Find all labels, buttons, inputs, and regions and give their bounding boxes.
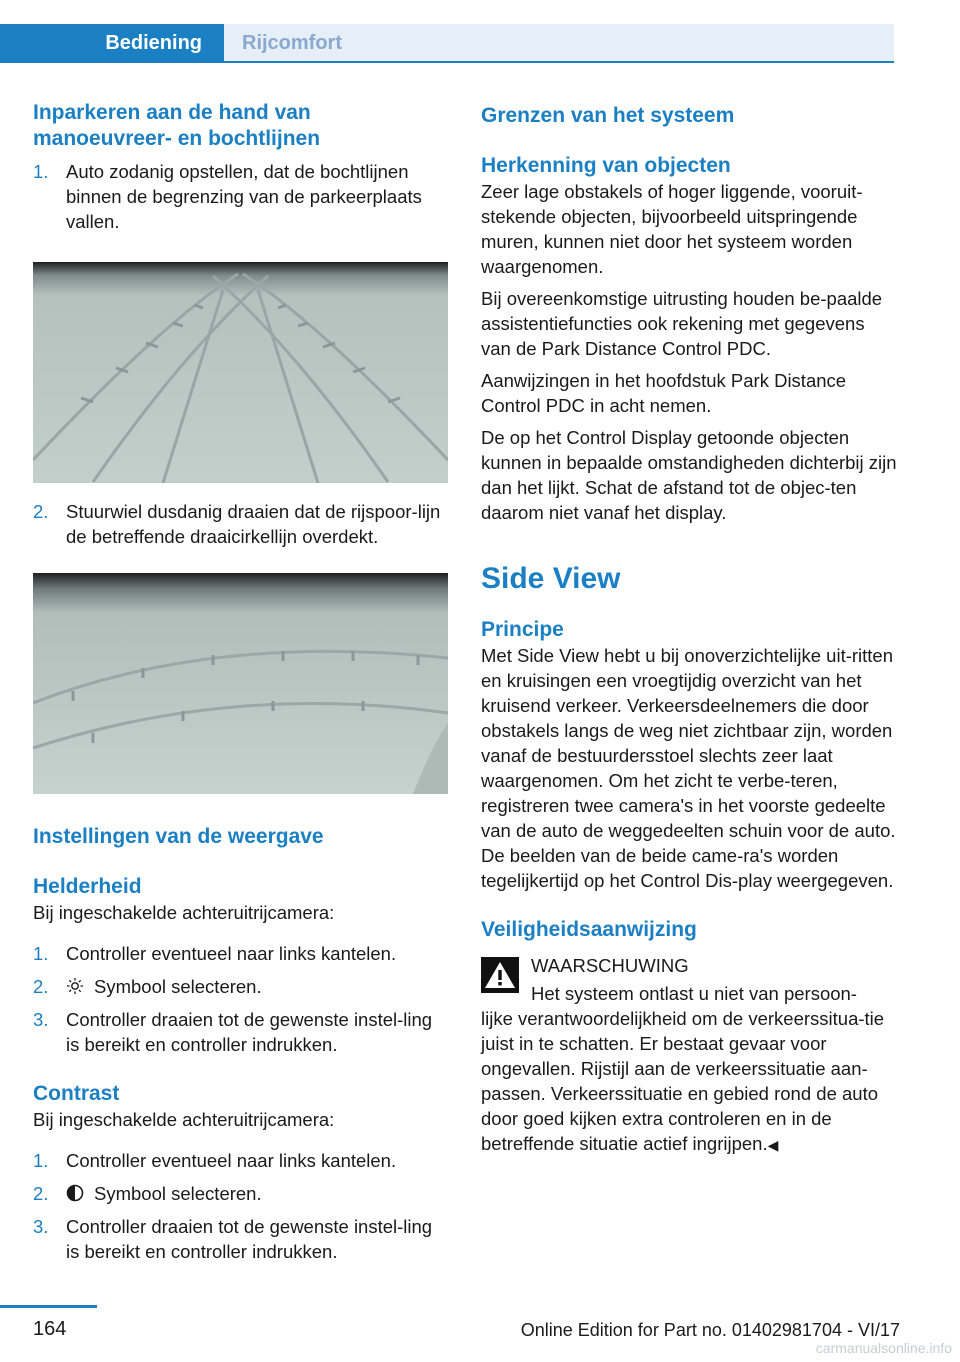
- step-number: 2.: [33, 1183, 49, 1204]
- page-number: 164: [33, 1318, 67, 1340]
- list-item: [33, 1007, 448, 1057]
- paragraph: Bij overeenkomstige uitrusting houden be-paalde assistentiefuncties ook rekening met gegevens van de Park Distance Control PDC.: [481, 288, 883, 359]
- list-item: [33, 159, 448, 234]
- tab-bediening[interactable]: [0, 24, 224, 62]
- subtitle-contrast: Contrast: [33, 1082, 120, 1105]
- tab-bediening-label: Bediening: [105, 31, 202, 54]
- list-item: [33, 1148, 448, 1173]
- camera-image-curve-lines: [33, 262, 448, 483]
- watermark: carmanualsonline.info: [815, 1340, 952, 1356]
- header-divider: [0, 61, 894, 63]
- warning-first-line: Het systeem ontlast u niet van persoon-: [531, 983, 857, 1004]
- step-text: Controller eventueel naar links kantelen.: [66, 943, 397, 964]
- step-text: Controller eventueel naar links kantelen.: [66, 1150, 397, 1171]
- step-text: Symbool selecteren.: [94, 1183, 262, 1204]
- step-text: Stuurwiel dusdanig draaien dat de rijspoor-lijn de betreffende draaicirkellijn overdekt.: [66, 501, 441, 547]
- edition-note: Online Edition for Part no. 01402981704 - VI/17: [520, 1320, 900, 1340]
- contrast-steps: [33, 1148, 448, 1264]
- left-column: [33, 100, 448, 1264]
- paragraph: De op het Control Display getoonde objecten kunnen in bepaalde omstandigheden dichterbij zijn dan het lijkt. Schat de afstand tot de objec-ten daarom niet vanaf het display.: [481, 427, 897, 523]
- list-item: [33, 941, 448, 966]
- contrast-icon: [66, 1181, 86, 1206]
- subtitle-veiligheid: Veiligheidsaanwijzing: [481, 918, 697, 941]
- right-column: [481, 103, 899, 1158]
- brightness-intro: Bij ingeschakelde achteruitrijcamera:: [33, 902, 335, 923]
- subtitle-helderheid: Helderheid: [33, 875, 142, 898]
- principle-text: Met Side View hebt u bij onoverzichtelijke uit-ritten en kruisingen een vroegtijdig overzicht van het kruisend verkeer. Verkeersdeelnemers die door obstakels langs de weg niet zichtbaar zijn, worden vanaf de bestuurdersstoel slechts zeer laat waargenomen. Om het zicht te verbe-teren, registreren twee camera's in het voorste gedeelte van de auto de weggedeelten schuin voor de auto. De beelden van de beide came-ra's worden tegelijkertijd op het Control Dis-play weergegeven.: [481, 645, 896, 891]
- list-item: [33, 499, 448, 549]
- parking-steps-list: [33, 159, 448, 234]
- step-number: 3.: [33, 1009, 49, 1030]
- step-number: 1.: [33, 943, 49, 964]
- parking-steps-list-2: [33, 499, 448, 549]
- section-title-inparkeren: Inparkeren aan de hand van manoeuvreer- en bochtlijnen: [33, 101, 321, 150]
- step-number: 2.: [33, 501, 49, 522]
- warning-block: [481, 953, 899, 1158]
- footer-divider: [0, 1305, 97, 1308]
- list-item: [33, 1214, 448, 1264]
- list-item: [33, 974, 448, 999]
- step-text: Controller draaien tot de gewenste instel-ling is bereikt en controller indrukken.: [66, 1009, 433, 1055]
- step-text: Controller draaien tot de gewenste instel-ling is bereikt en controller indrukken.: [66, 1216, 433, 1262]
- camera-image-steering-line: [33, 573, 448, 794]
- list-item: [33, 1181, 448, 1206]
- step-text: Auto zodanig opstellen, dat de bochtlijnen binnen de begrenzing van de parkeerplaats vallen.: [66, 161, 422, 232]
- contrast-intro: Bij ingeschakelde achteruitrijcamera:: [33, 1109, 335, 1130]
- warning-triangle-icon: [481, 957, 519, 993]
- warning-label: WAARSCHUWING: [531, 955, 689, 976]
- step-text: Symbool selecteren.: [94, 976, 262, 997]
- step-number: 2.: [33, 976, 49, 997]
- section-title-side-view: Side View: [481, 562, 621, 595]
- section-title-instellingen: Instellingen van de weergave: [33, 825, 324, 848]
- subtitle-herkenning: Herkenning van objecten: [481, 154, 731, 177]
- section-title-grenzen: Grenzen van het systeem: [481, 104, 735, 127]
- step-number: 3.: [33, 1216, 49, 1237]
- paragraph: Aanwijzingen in het hoofdstuk Park Distance Control PDC in acht nemen.: [481, 370, 847, 416]
- subtitle-principe: Principe: [481, 618, 564, 641]
- step-number: 1.: [33, 161, 49, 182]
- tab-rijcomfort-label: Rijcomfort: [242, 31, 342, 54]
- paragraph: Zeer lage obstakels of hoger liggende, vooruit-stekende objecten, bijvoorbeeld uitspringende muren, kunnen niet door het systeem worden waargenomen.: [481, 181, 863, 277]
- tab-rijcomfort[interactable]: [224, 24, 894, 62]
- step-number: 1.: [33, 1150, 49, 1171]
- warning-text: [481, 1006, 899, 1158]
- brightness-steps: [33, 941, 448, 1057]
- warning-body: lijke verantwoordelijkheid om de verkeerssitua-tie juist in te schatten. Er bestaat gevaar voor ongevallen. Rijstijl aan de verkeerssituatie aan-passen. Verkeerssituatie en gebied rond de auto door goed kijken extra controleren en in de betreffende situatie actief ingrijpen.: [481, 1008, 885, 1154]
- brightness-icon: [66, 974, 86, 999]
- end-mark: ◀: [767, 1137, 779, 1153]
